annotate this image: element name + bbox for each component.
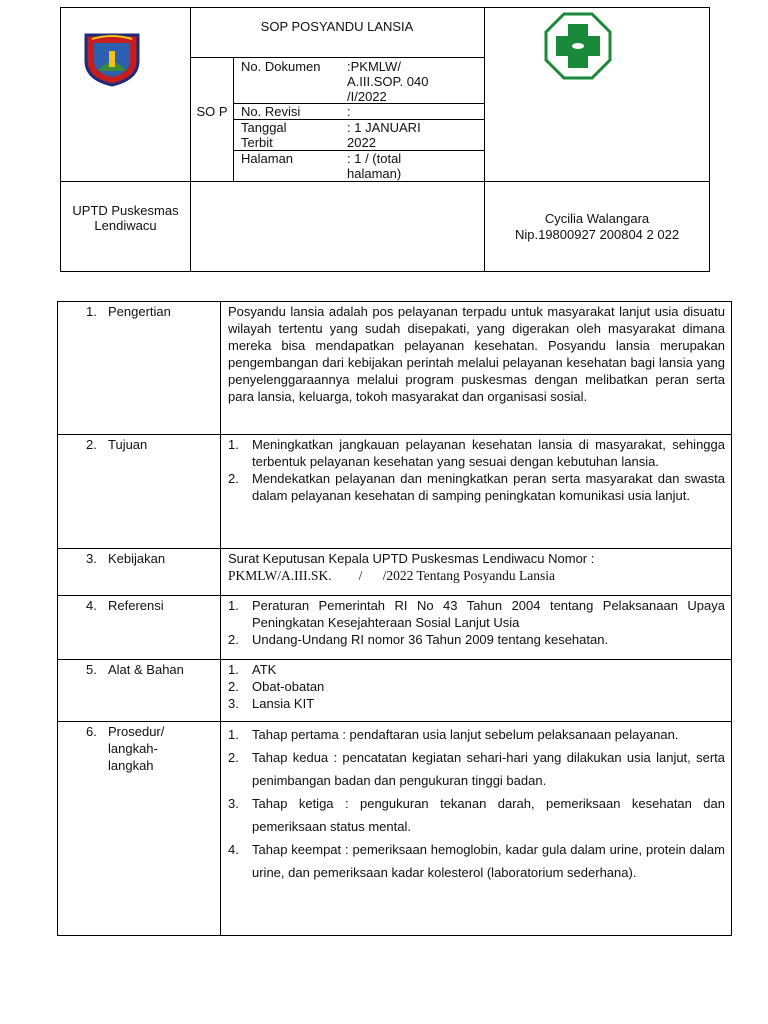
- section-label: Alat & Bahan: [108, 662, 184, 677]
- field-value-halaman: : 1 / (total halaman): [347, 151, 402, 181]
- signer-name: Cycilia Walangara: [544, 211, 650, 226]
- list-item: 1. Peraturan Pemerintah RI No 43 Tahun 2004 tentang Pelaksanaan Upaya Peningkatan Kesejahteraan Sosial Lanjut Usia: [228, 598, 725, 630]
- health-cross-logo: [544, 12, 612, 80]
- sop-title: SOP POSYANDU LANSIA: [260, 19, 414, 34]
- materials-list: [228, 661, 725, 712]
- field-label-revisi: No. Revisi: [241, 104, 301, 119]
- list-item: 1. Tahap pertama : pendaftaran usia lanjut sebelum pelaksanaan pelayanan.: [228, 727, 679, 742]
- field-value-tanggal: : 1 JANUARI 2022: [347, 120, 421, 150]
- section-label: Tujuan: [108, 437, 148, 452]
- section-label-line: Prosedur/: [108, 724, 165, 739]
- signer-nip: Nip.19800927 200804 2 022: [514, 227, 680, 242]
- section-label: Kebijakan: [108, 551, 166, 566]
- section-label: Pengertian: [108, 304, 171, 319]
- table-row: [58, 435, 732, 549]
- section-label: Referensi: [108, 598, 164, 613]
- field-label-halaman: Halaman: [241, 151, 294, 166]
- list-item: 3. Lansia KIT: [228, 696, 315, 711]
- list-item: 1. ATK: [228, 662, 277, 677]
- table-row: [58, 596, 732, 660]
- field-value-dokumen: :PKMLW/ A.III.SOP. 040 /I/2022: [347, 59, 429, 104]
- section-text: Posyandu lansia adalah pos pelayanan terpadu untuk masyarakat lanjut usia disuatu wilayah tertentu yang sudah disepakati, yang digerakan oleh masyarakat dimana mereka bisa mendapatkan pelayanan kesehatan. Posyandu lansia merupakan pengembangan dari kebijakan perintah melalui pelayanan kesehatan bagi lansia yang penyelenggaraannya melalui program puskesmas dengan melibatkan peran serta para lansia, keluarga, tokoh masyarakat dan organisasi sosial.: [228, 304, 725, 404]
- section-label-line: langkah: [108, 758, 154, 773]
- field-label-tanggal: Tanggal Terbit: [241, 120, 287, 150]
- policy-line-2: PKMLW/A.III.SK. / /2022 Tentang Posyandu Lansia: [228, 568, 556, 583]
- section-label-line: langkah-: [108, 741, 158, 756]
- field-value-revisi: :: [347, 104, 351, 119]
- section-number: 2.: [86, 437, 97, 452]
- table-row: [58, 722, 732, 936]
- section-number: 3.: [86, 551, 97, 566]
- list-item: 3. Tahap ketiga : pengukuran tekanan darah, pemeriksaan kesehatan dan pemeriksaan status mental.: [228, 796, 725, 834]
- section-number: 4.: [86, 598, 97, 613]
- objective-list: [228, 436, 725, 504]
- organization-name: UPTD Puskesmas Lendiwacu: [72, 203, 179, 233]
- table-row: [58, 660, 732, 722]
- list-item: 1. Meningkatkan jangkauan pelayanan kesehatan lansia di masyarakat, sehingga terbentuk pelayanan kesehatan yang sesuai dengan kebutuhan lansia.: [228, 437, 725, 469]
- sop-label: SO P: [196, 104, 228, 119]
- list-item: 2. Mendekatkan pelayanan dan meningkatkan peran serta masyarakat dan swasta dalam pelayanan kesehatan di samping peningkatan komunikasi usia lanjut.: [228, 471, 725, 503]
- field-label-dokumen: No. Dokumen: [241, 59, 321, 74]
- section-number: 6.: [86, 724, 97, 739]
- policy-line-1: Surat Keputusan Kepala UPTD Puskesmas Lendiwacu Nomor :: [228, 551, 595, 566]
- regional-emblem-logo: [82, 31, 142, 87]
- list-item: 2. Obat-obatan: [228, 679, 325, 694]
- list-item: 2. Tahap kedua : pencatatan kegiatan sehari-hari yang dilakukan usia lanjut, serta penimbangan badan dan pengukuran tinggi badan.: [228, 750, 725, 788]
- list-item: 2. Undang-Undang RI nomor 36 Tahun 2009 tentang kesehatan.: [228, 632, 609, 647]
- section-number: 1.: [86, 304, 97, 319]
- table-row: [58, 302, 732, 435]
- list-item: 4. Tahap keempat : pemeriksaan hemoglobin, kadar gula dalam urine, protein dalam urine, dan pemeriksaan kadar kolesterol (laboratorium sederhana).: [228, 842, 725, 880]
- sop-content-table: [57, 301, 732, 936]
- reference-list: [228, 597, 725, 648]
- section-number: 5.: [86, 662, 97, 677]
- procedure-list: [228, 723, 725, 884]
- table-row: [58, 549, 732, 596]
